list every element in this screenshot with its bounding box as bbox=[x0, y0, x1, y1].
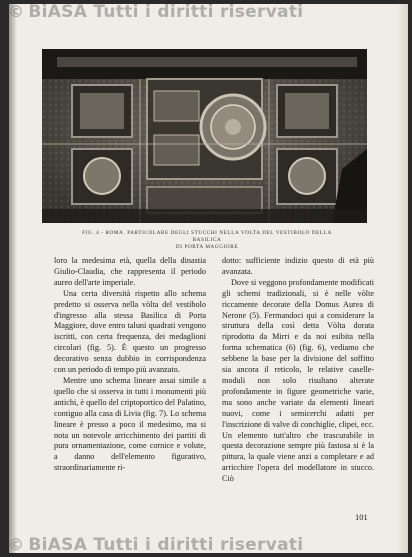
page-edge bbox=[397, 4, 408, 553]
paragraph: Una certa diversità rispetto allo schema predetto si osserva nella vòlta del vestibolo d'ingresso alla stessa Basilica di Porta Maggiore, dove entro taluni quadrati vengono iscritti, con certa frequenza, dei medaglioni circolari (fig. 5). È questo un progresso decorativo senza dubbio in corrispondenza con un periodo di tempo più avanzato. bbox=[54, 288, 206, 375]
copyright-symbol: © bbox=[8, 2, 25, 21]
stucco-vault-image bbox=[42, 49, 367, 223]
left-text-column bbox=[54, 256, 206, 474]
paragraph: Mentre uno schema lineare assai simile a quello che si osserva in tutti i monumenti più antichi, è quello del criptoportico del Palatino, contiguo alla casa di Livia (fig. 7). Lo schema lineare è presso a poco il medesimo, ma si nota un notevole arricchimento dei partiti di pura ornamentazione, come cornice e volute, a danno dell'elemento figurativo, straordinariamente ri- bbox=[54, 375, 206, 473]
caption-line-1: FIG. 4 - ROMA. PARTICOLARE DEGLI STUCCHI NELLA VOLTA DEL VESTIBOLO DELLA BASILICA bbox=[82, 230, 332, 243]
paragraph: Dove si veggono profondamente modificati gli schemi tradizionali, si è nelle vòlte riccamente decorate della Domus Aurea di Nerone (5). Fermandoci qui a considerare la struttura della così detta Vòlta dorata riprodotta da Mirri e da noi esibita nella forma schematica (6) (fig. 6), vediamo che sebbene la base per la divisione del soffitto sia ancora il reticolo, le relative caselle-moduli non solo risultano alterate profondamente in figure geometriche varie, ma sono anche variate da elementi lineari nuovi, come i semicerchi adatti per l'inscrizione di valve di conchiglie, clipei, ecc. Un elemento tutt'altro che trascurabile in questa decorazione sempre più fastosa si è la pittura, la quale viene anzi a completare e ad arricchire l'opera del modellatore in stucco. Ciò bbox=[222, 277, 374, 484]
ceiling-stucco-photo bbox=[42, 49, 367, 223]
copyright-symbol: © bbox=[8, 535, 25, 554]
watermark-top bbox=[0, 2, 412, 24]
watermark-bottom bbox=[0, 535, 412, 557]
right-text-column bbox=[222, 256, 374, 485]
paragraph: dotto: sufficiente indizio questo di età più avanzata. bbox=[222, 256, 374, 276]
watermark-text: BiASA Tutti i diritti riservati bbox=[28, 2, 304, 22]
figure-caption bbox=[72, 230, 342, 251]
caption-line-2: DI PORTA MAGGIORE bbox=[175, 244, 239, 250]
page-number: 101 bbox=[355, 512, 368, 522]
page-gutter-shadow bbox=[9, 4, 17, 553]
watermark-text: BiASA Tutti i diritti riservati bbox=[28, 535, 304, 555]
paragraph: loro la medesima età, quella della dinastia Giulio-Claudia, che rappresenta il periodo aureo dell'arte imperiale. bbox=[54, 256, 206, 287]
